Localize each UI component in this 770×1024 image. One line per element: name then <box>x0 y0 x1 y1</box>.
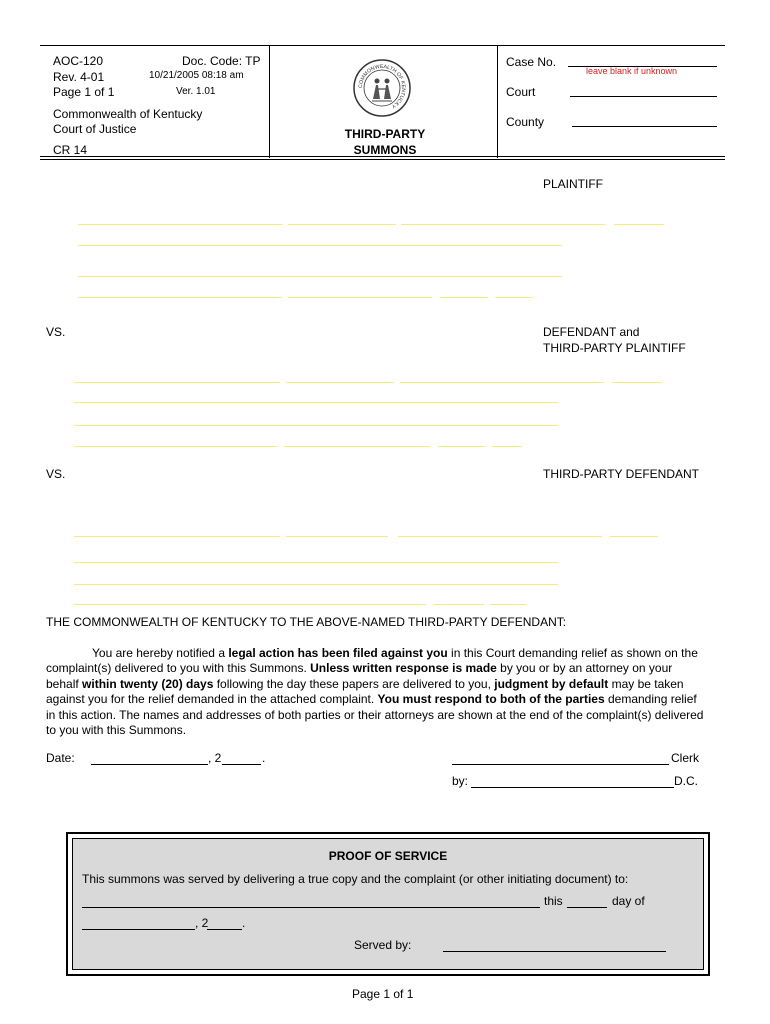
address-line: THE COMMONWEALTH OF KENTUCKY TO THE ABOVE-NAMED THIRD-PARTY DEFENDANT: <box>46 615 567 629</box>
date-year-field[interactable] <box>222 764 261 765</box>
served-party-field[interactable] <box>82 907 540 908</box>
plaintiff-state-field[interactable] <box>440 297 488 298</box>
doc-code: Doc. Code: TP <box>182 54 261 68</box>
defendant-name-field[interactable] <box>74 382 280 383</box>
tpd-city-field[interactable] <box>74 604 426 605</box>
date-period: . <box>262 751 266 765</box>
tpd-name-field-4[interactable] <box>610 536 658 537</box>
defendant-label-line-1: DEFENDANT and <box>543 325 640 339</box>
tpd-address-field[interactable] <box>74 562 558 563</box>
header-divider-left <box>269 45 270 158</box>
form-title-line-1: THIRD-PARTY <box>344 127 426 141</box>
clerk-label: Clerk <box>671 751 700 765</box>
defendant-address-field-2[interactable] <box>74 425 558 426</box>
defendant-address-field[interactable] <box>74 402 558 403</box>
tpd-state-field[interactable] <box>434 604 484 605</box>
rule-number: CR 14 <box>53 143 88 157</box>
served-year-period: . <box>242 916 246 930</box>
defendant-name-field-4[interactable] <box>612 382 662 383</box>
by-label: by: <box>452 774 469 788</box>
date-field[interactable] <box>91 764 208 765</box>
tpd-zip-field[interactable] <box>490 604 526 605</box>
vs-label-2: VS. <box>46 467 66 481</box>
third-party-defendant-label: THIRD-PARTY DEFENDANT <box>543 467 700 481</box>
notice-paragraph: You are hereby notified a legal action has been filed against you in this Court demanding relief as shown on the complaint(s) delivered to you with this Summons. Unless written response is made by you or by an attorney on your behalf within twenty (20) days following the day these papers are delivered to you, judgment by default may be taken against you for the relief demanded in the attached complaint. You must respond to both of the parties demanding relief in this action. The names and addresses of both parties or their attorneys are shown at the end of the complaint(s) delivered to you with this Summons. <box>46 646 704 738</box>
served-by-label: Served by: <box>354 938 412 952</box>
plaintiff-address-field-2[interactable] <box>78 276 562 277</box>
seal-text: COMMONWEALTH OF KENTUCKY <box>357 63 407 110</box>
jurisdiction-line-2: Court of Justice <box>53 122 137 136</box>
served-by-field[interactable] <box>443 951 666 952</box>
date-label: Date: <box>46 751 75 765</box>
plaintiff-address-field[interactable] <box>78 245 562 246</box>
county-field[interactable] <box>572 126 717 127</box>
court-label: Court <box>506 85 536 99</box>
court-field[interactable] <box>570 96 717 97</box>
plaintiff-city-field[interactable] <box>78 297 282 298</box>
defendant-state-field[interactable] <box>438 446 486 447</box>
header-divider-right <box>497 45 498 158</box>
served-year-field[interactable] <box>207 929 242 930</box>
form-title-line-2: SUMMONS <box>353 143 417 157</box>
deputy-clerk-signature-field[interactable] <box>471 787 674 788</box>
plaintiff-county-field[interactable] <box>288 297 432 298</box>
plaintiff-name-field-2[interactable] <box>288 224 396 225</box>
defendant-label-line-2: THIRD-PARTY PLAINTIFF <box>543 341 686 355</box>
plaintiff-label: PLAINTIFF <box>543 177 604 191</box>
form-timestamp: 10/21/2005 08:18 am <box>149 70 244 81</box>
tpd-name-field-3[interactable] <box>398 536 602 537</box>
served-day-field[interactable] <box>567 907 607 908</box>
defendant-city-field[interactable] <box>74 446 278 447</box>
form-version: Ver. 1.01 <box>176 86 216 97</box>
case-no-label: Case No. <box>506 55 557 69</box>
defendant-name-field-2[interactable] <box>286 382 394 383</box>
served-month-field[interactable] <box>82 929 195 930</box>
served-year-comma: , 2 <box>195 916 209 930</box>
defendant-zip-field[interactable] <box>492 446 522 447</box>
clerk-signature-field[interactable] <box>452 764 669 765</box>
page-footer: Page 1 of 1 <box>352 987 414 1001</box>
tpd-name-field[interactable] <box>74 536 280 537</box>
defendant-name-field-3[interactable] <box>400 382 604 383</box>
this-label: this <box>544 894 563 908</box>
tpd-name-field-2[interactable] <box>286 536 388 537</box>
form-number: AOC-120 <box>53 54 104 68</box>
case-no-hint: leave blank if unknown <box>586 66 678 76</box>
defendant-county-field[interactable] <box>284 446 430 447</box>
tpd-address-field-2[interactable] <box>74 584 558 585</box>
kentucky-seal-icon <box>352 57 412 119</box>
plaintiff-name-field-3[interactable] <box>401 224 605 225</box>
form-page: Page 1 of 1 <box>53 85 115 99</box>
plaintiff-zip-field[interactable] <box>495 297 533 298</box>
svg-text:COMMONWEALTH OF KENTUCKY <box>358 64 406 109</box>
jurisdiction-line-1: Commonwealth of Kentucky <box>53 107 203 121</box>
proof-served-text: This summons was served by delivering a true copy and the complaint (or other initiating document) to: <box>82 872 629 886</box>
date-comma: , 2 <box>208 751 222 765</box>
form-revision: Rev. 4-01 <box>53 70 105 84</box>
day-of-label: day of <box>612 894 645 908</box>
dc-label: D.C. <box>674 774 698 788</box>
header-bottom-rule-2 <box>40 159 725 160</box>
plaintiff-name-field[interactable] <box>78 224 283 225</box>
header-top-rule <box>40 45 725 46</box>
proof-title: PROOF OF SERVICE <box>328 849 448 863</box>
plaintiff-name-field-4[interactable] <box>614 224 664 225</box>
vs-label-1: VS. <box>46 325 66 339</box>
county-label: County <box>506 115 545 129</box>
